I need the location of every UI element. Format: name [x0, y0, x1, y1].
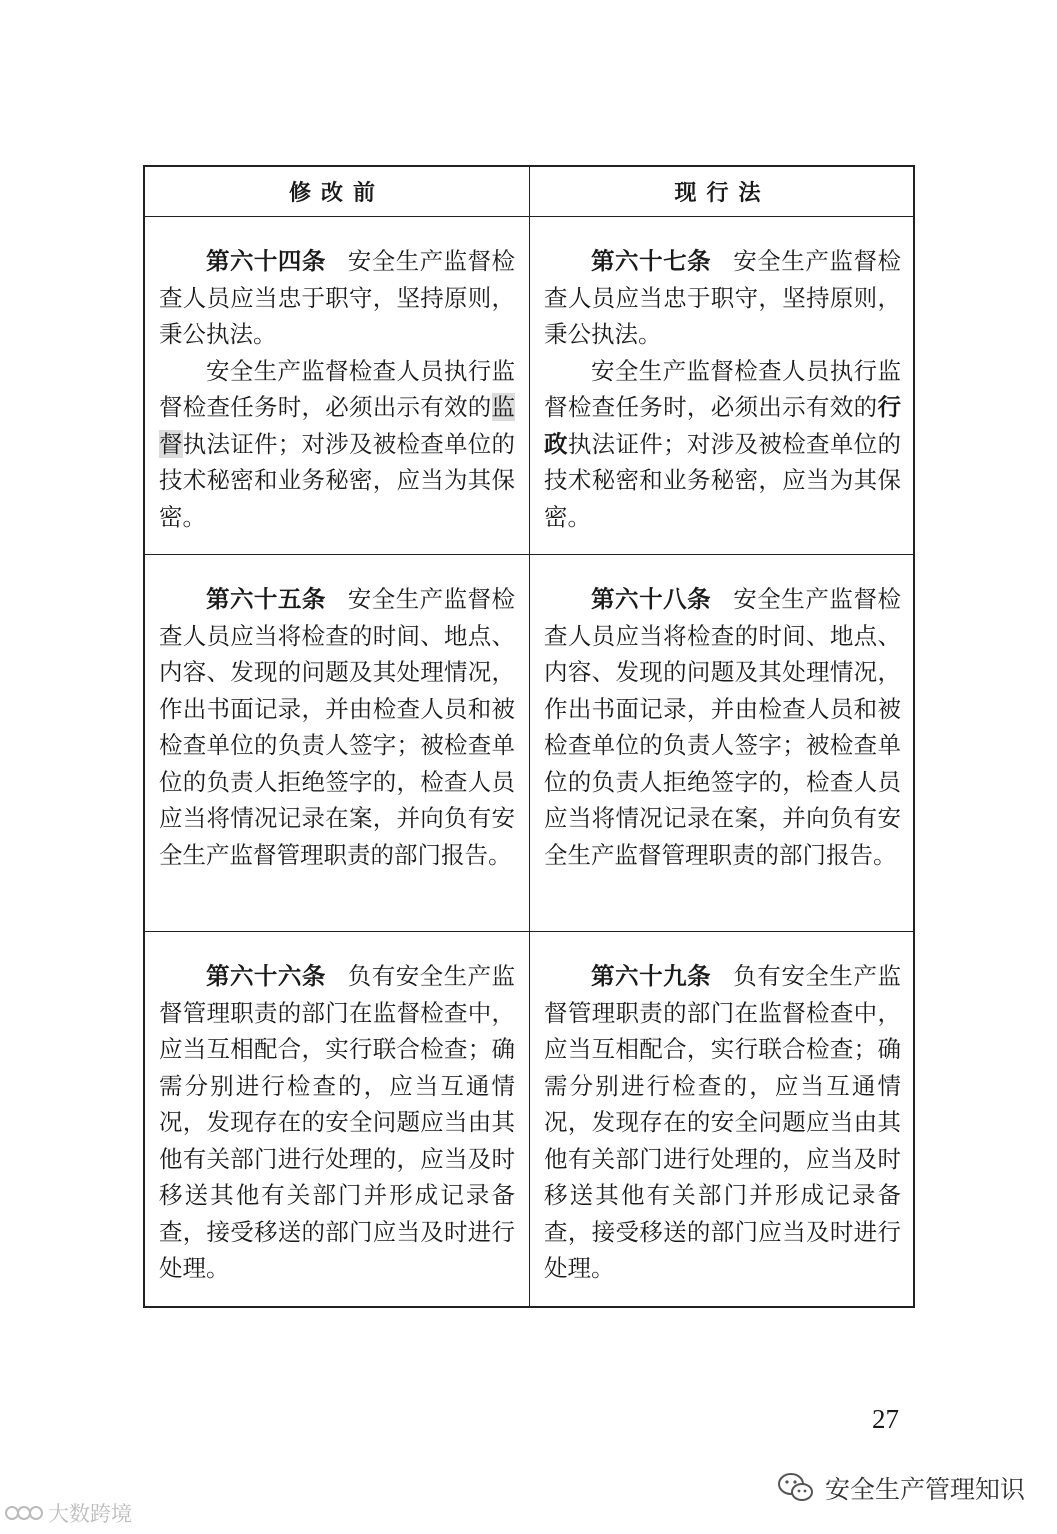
article-text: 安全生产监督检查人员应当忠于职守，坚持原则，秉公执法。 — [159, 247, 516, 348]
paragraph — [544, 353, 901, 536]
comparison-table — [143, 165, 915, 1308]
article-text: 安全生产监督检查人员执行监督检查任务时，必须出示有效的 — [159, 356, 515, 421]
cell-current-article-69 — [530, 932, 915, 1306]
wechat-icon — [777, 1471, 815, 1505]
paragraph — [159, 958, 515, 1287]
paragraph — [544, 958, 901, 1287]
header-before-label: 修改前 — [288, 181, 385, 206]
article-number: 第六十八条 — [591, 585, 712, 613]
header-current-label: 现行法 — [674, 181, 771, 206]
watermark-right — [777, 1470, 1025, 1506]
cell-before-article-65 — [145, 555, 530, 932]
cell-before-article-66 — [145, 932, 530, 1306]
article-number: 第六十六条 — [206, 962, 326, 990]
article-text: 执法证件；对涉及被检查单位的技术秘密和业务秘密，应当为其保密。 — [159, 429, 515, 531]
article-number: 第六十五条 — [206, 585, 326, 613]
article-number: 第六十九条 — [591, 962, 712, 990]
article-text: 负有安全生产监督管理职责的部门在监督检查中，应当互相配合，实行联合检查；确需分别进行检查的，应当互通情况，发现存在的安全问题应当由其他有关部门进行处理的，应当及时移送其他有关部门并形成记录备查，接受移送的部门应当及时进行处理。 — [544, 962, 902, 1282]
article-number: 第六十四条 — [206, 247, 326, 275]
paragraph — [544, 243, 901, 353]
page-number: 27 — [872, 1404, 899, 1434]
cell-current-article-68 — [530, 555, 915, 932]
watermark-right-text: 安全生产管理知识 — [824, 1475, 1025, 1504]
changed-term: 行政 — [544, 393, 901, 458]
watermark-left-text: 大数跨境 — [48, 1502, 132, 1526]
cell-before-article-64 — [145, 217, 530, 555]
watermark-left — [4, 1498, 132, 1528]
article-text: 安全生产监督检查人员应当将检查的时间、地点、内容、发现的问题及其处理情况，作出书面记录，并由检查人员和被检查单位的负责人签字；被检查单位的负责人拒绝签字的，检查人员应当将情况记录在案，并向负有安全生产监督管理职责的部门报告。 — [159, 585, 516, 869]
article-text: 执法证件；对涉及被检查单位的技术秘密和业务秘密，应当为其保密。 — [544, 429, 902, 531]
paragraph — [159, 243, 515, 353]
article-text: 安全生产监督检查人员应当将检查的时间、地点、内容、发现的问题及其处理情况，作出书面记录，并由检查人员和被检查单位的负责人签字；被检查单位的负责人拒绝签字的，检查人员应当将情况记录在案，并向负有安全生产监督管理职责的部门报告。 — [544, 585, 902, 869]
article-text: 安全生产监督检查人员执行监督检查任务时，必须出示有效的 — [544, 356, 901, 421]
header-before — [145, 167, 530, 217]
paragraph — [159, 353, 515, 536]
paragraph — [544, 581, 901, 873]
paragraph — [159, 581, 515, 873]
article-text: 安全生产监督检查人员应当忠于职守，坚持原则，秉公执法。 — [544, 247, 902, 348]
article-number: 第六十七条 — [591, 247, 712, 275]
header-current — [530, 167, 915, 217]
highlighted-term: 监督 — [159, 393, 515, 458]
cell-current-article-67 — [530, 217, 915, 555]
brand-logo-icon — [4, 1501, 44, 1525]
article-text: 负有安全生产监督管理职责的部门在监督检查中，应当互相配合，实行联合检查；确需分别进行检查的，应当互通情况，发现存在的安全问题应当由其他有关部门进行处理的，应当及时移送其他有关部门并形成记录备查，接受移送的部门应当及时进行处理。 — [159, 962, 516, 1282]
